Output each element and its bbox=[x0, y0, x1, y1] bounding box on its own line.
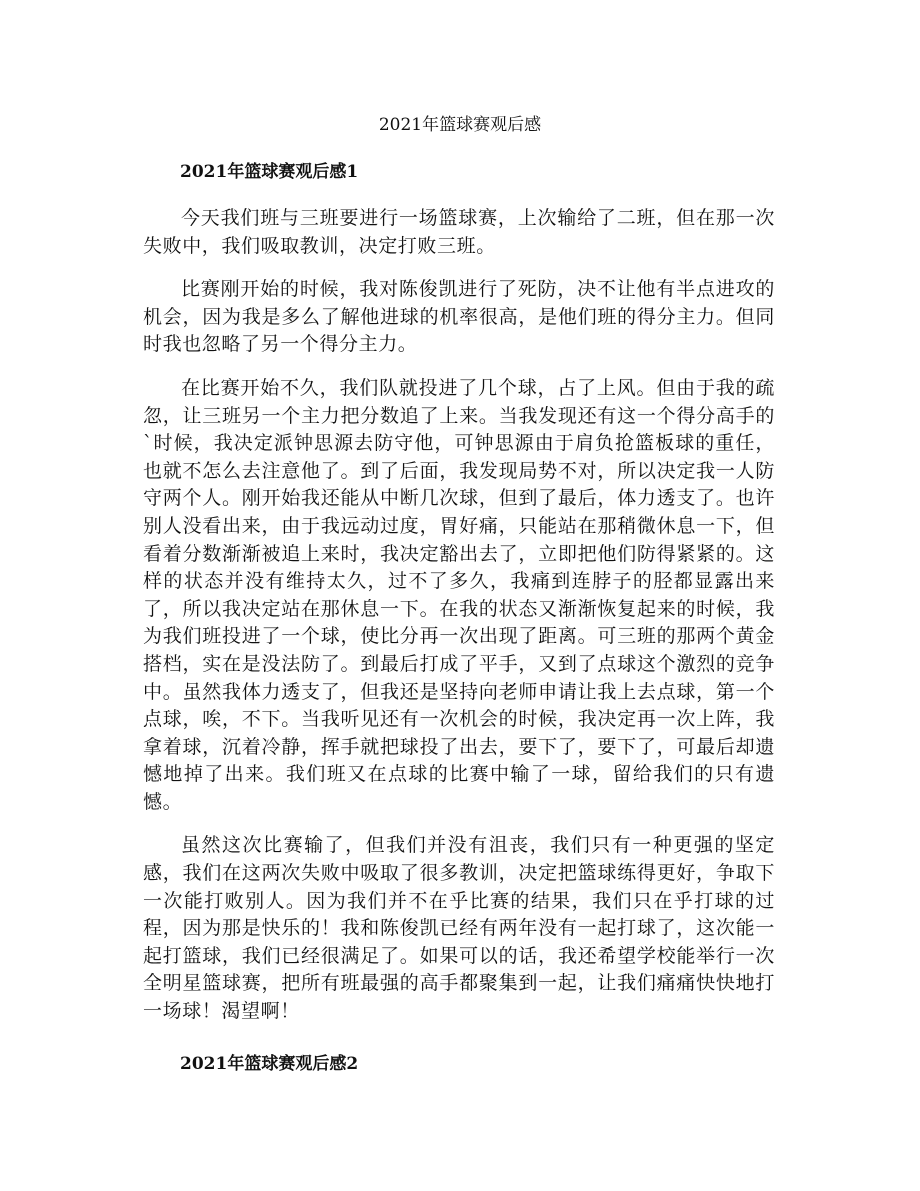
section-1-body bbox=[143, 205, 775, 1042]
paragraph: 虽然这次比赛输了，但我们并没有沮丧，我们只有一种更强的坚定感，我们在这两次失败中吸取了很多教训，决定把篮球练得更好，争取下一次能打败别人。因为我们并不在乎比赛的结果，我们只在乎打球的过程，因为那是快乐的！我和陈俊凯已经有两年没有一起打球了，这次能一起打篮球，我们已经很满足了。如果可以的话，我还希望学校能举行一次全明星篮球赛，把所有班最强的高手都聚集到一起，让我们痛痛快快地打一场球！渴望啊！ bbox=[143, 834, 775, 1023]
paragraph: 今天我们班与三班要进行一场篮球赛，上次输给了二班，但在那一次失败中，我们吸取教训，决定打败三班。 bbox=[143, 207, 775, 257]
section-heading-1: 2021年篮球赛观后感1 bbox=[180, 162, 359, 182]
paragraph: 比赛刚开始的时候，我对陈俊凯进行了死防，决不让他有半点进攻的机会，因为我是多么了解他进球的机率很高，是他们班的得分主力。但同时我也忽略了另一个得分主力。 bbox=[143, 278, 775, 356]
section-heading-2: 2021年篮球赛观后感2 bbox=[180, 1054, 359, 1074]
document-title: 2021年篮球赛观后感 bbox=[378, 115, 542, 135]
paragraph: 在比赛开始不久，我们队就投进了几个球，占了上风。但由于我的疏忽，让三班另一个主力把分数追了上来。当我发现还有这一个得分高手的`时候，我决定派钟思源去防守他，可钟思源由于肩负抢篮板球的重任，也就不怎么去注意他了。到了后面，我发现局势不对，所以决定我一人防守两个人。刚开始我还能从中断几次球，但到了最后，体力透支了。也许别人没看出来，由于我远动过度，胃好痛，只能站在那稍微休息一下，但看着分数渐渐被追上来时，我决定豁出去了，立即把他们防得紧紧的。这样的状态并没有维持太久，过不了多久，我痛到连脖子的胫都显露出来了，所以我决定站在那休息一下。在我的状态又渐渐恢复起来的时候，我为我们班投进了一个球，使比分再一次出现了距离。可三班的那两个黄金搭档，实在是没法防了。到最后打成了平手，又到了点球这个激烈的竞争中。虽然我体力透支了，但我还是坚持向老师申请让我上去点球，第一个点球，唉，不下。当我听见还有一次机会的时候，我决定再一次上阵，我拿着球，沉着冷静，挥手就把球投了出去，要下了，要下了，可最后却遗憾地掉了出来。我们班又在点球的比赛中输了一球，留给我们的只有遗憾。 bbox=[143, 376, 775, 813]
